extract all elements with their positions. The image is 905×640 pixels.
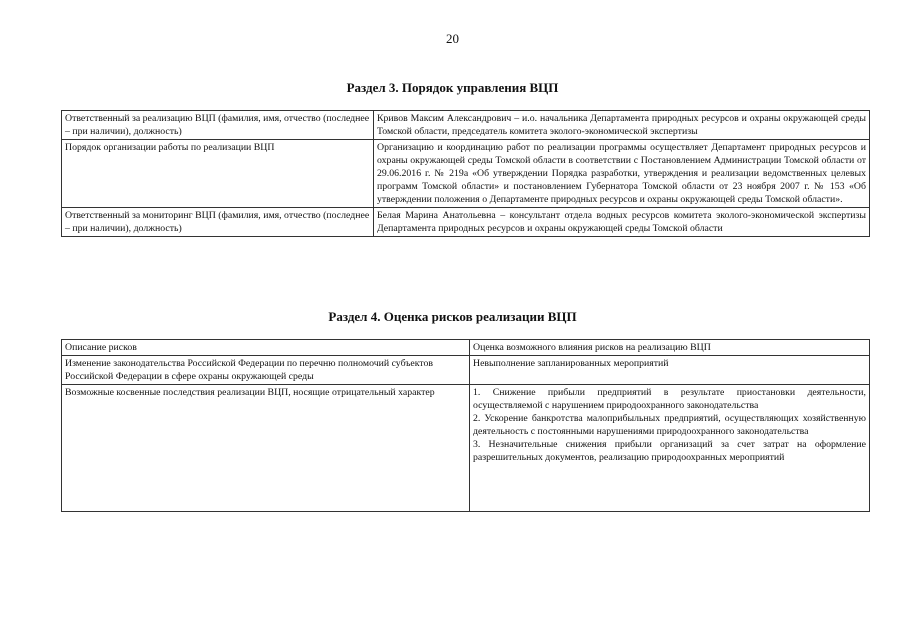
impact-item: 2. Ускорение банкротства малоприбыльных предприятий, осуществляющих хозяйственную деятельность с постоянными нарушениями природоохранного законодательства — [473, 413, 866, 437]
impact-item: 3. Незначительные снижения прибыли организаций за счет затрат на оформление разрешительных документов, реализацию природоохранных мероприятий — [473, 439, 866, 463]
row-label: Ответственный за мониторинг ВЦП (фамилия, имя, отчество (последнее – при наличии), должность) — [62, 208, 374, 237]
management-table — [61, 110, 870, 237]
column-header-risks: Описание рисков — [62, 340, 470, 356]
table-row — [62, 140, 870, 208]
risk-table — [61, 339, 870, 512]
section-4-title: Раздел 4. Оценка рисков реализации ВЦП — [328, 309, 577, 324]
risk-description: Изменение законодательства Российской Федерации по перечню полномочий субъектов Российской Федерации в сфере охраны окружающей среды — [62, 356, 470, 385]
column-header-impact: Оценка возможного влияния рисков на реализацию ВЦП — [470, 340, 870, 356]
row-label: Ответственный за реализацию ВЦП (фамилия, имя, отчество (последнее – при наличии), должность) — [62, 111, 374, 140]
table-row — [62, 111, 870, 140]
risk-impact — [470, 356, 870, 385]
row-value: Кривов Максим Александрович – и.о. начальника Департамента природных ресурсов и охраны окружающей среды Томской области, председатель комитета эколого-экономической экспертизы — [374, 111, 870, 140]
impact-item: Невыполнение запланированных мероприятий — [473, 358, 669, 369]
row-label: Порядок организации работы по реализации ВЦП — [62, 140, 374, 208]
row-value: Организацию и координацию работ по реализации программы осуществляет Департамент природных ресурсов и охраны окружающей среды Томской области в соответствии с Постановлением Администрации Томской области от 29.06.2016 г. № 219а «Об утверждении Порядка разработки, утверждения и реализации ведомственных целевых программ Томской области» и постановлением Губернатора Томской области от 23 ноября 2007 г. № 153 «Об утверждении положения о Департаменте природных ресурсов и охраны окружающей среды Томской области». — [374, 140, 870, 208]
risk-description: Возможные косвенные последствия реализации ВЦП, носящие отрицательный характер — [62, 385, 470, 512]
table-row — [62, 385, 870, 512]
table-row — [62, 208, 870, 237]
impact-item: 1. Снижение прибыли предприятий в результате приостановки деятельности, осуществляемой с нарушением природоохранного законодательства — [473, 387, 866, 411]
page-number: 20 — [446, 31, 459, 46]
table-header-row — [62, 340, 870, 356]
section-3-title: Раздел 3. Порядок управления ВЦП — [346, 80, 559, 95]
row-value: Белая Марина Анатольевна – консультант отдела водных ресурсов комитета эколого-экономической экспертизы Департамента природных ресурсов и охраны окружающей среды Томской области — [374, 208, 870, 237]
table-row — [62, 356, 870, 385]
risk-impact — [470, 385, 870, 512]
